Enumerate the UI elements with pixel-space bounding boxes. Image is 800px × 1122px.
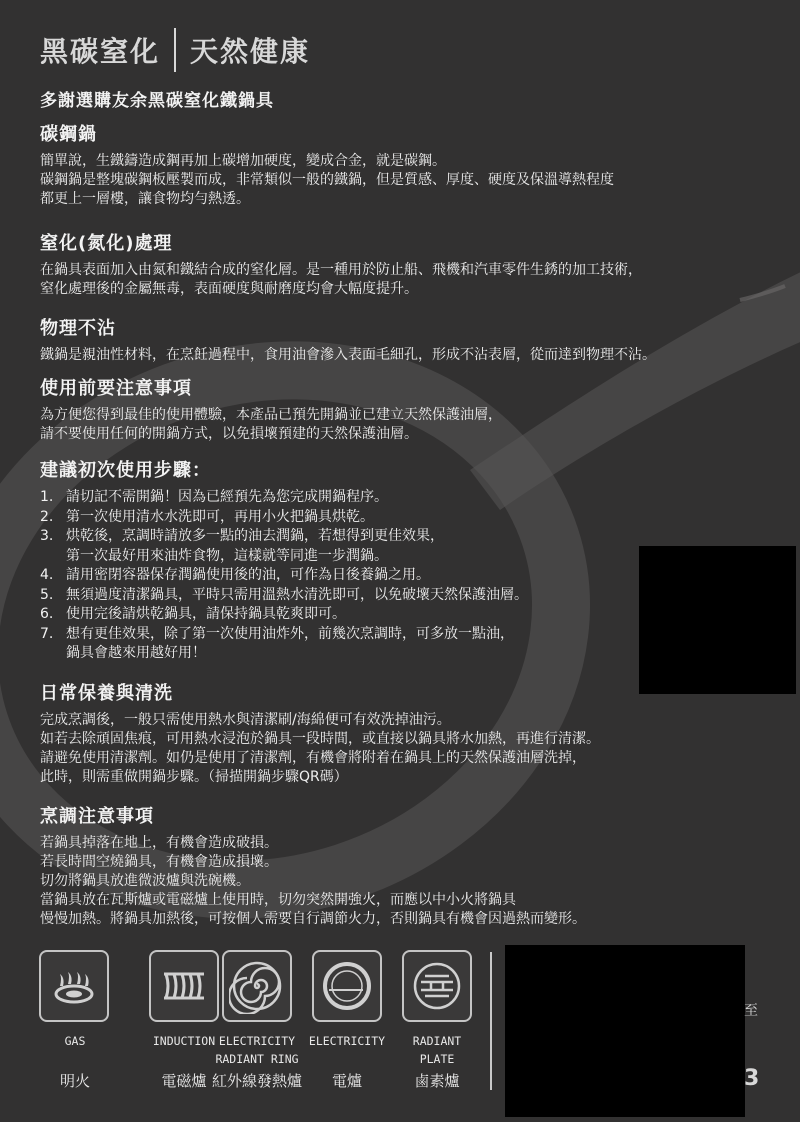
section-nitriding bbox=[40, 229, 642, 299]
radiant-ring-label-zh: 紅外線發熱爐 bbox=[211, 1072, 302, 1090]
section-title: 建議初次使用步驟： bbox=[40, 460, 211, 481]
section-title: 日常保養與清洗 bbox=[40, 683, 173, 704]
radiant-ring-label-en: ELECTRICITY RADIANT RING bbox=[215, 1034, 299, 1066]
body-line: 完成烹調後，一般只需使用熱水與清潔刷/海綿便可有效洗掉油污。 bbox=[40, 712, 451, 728]
body-line: 碳鋼鍋是整塊碳鋼板壓製而成，非常類似一般的鐵鍋，但是質感、厚度、硬度及保溫導熱程度 bbox=[40, 172, 614, 188]
section-title: 烹調注意事項 bbox=[40, 806, 154, 827]
list-item: 5. 無須過度清潔鍋具，平時只需用溫熱水清洗即可，以免破壞天然保護油層。 bbox=[40, 586, 528, 603]
section-daily-care bbox=[40, 679, 600, 787]
header-divider bbox=[174, 28, 176, 72]
steps-list bbox=[40, 488, 528, 664]
gas-label-zh: 明火 bbox=[59, 1072, 90, 1090]
body-line: 簡單說，生鐵鑄造成鋼再加上碳增加硬度，變成合金，就是碳鋼。 bbox=[40, 153, 446, 169]
body-line: 為方便您得到最佳的使用體驗，本產品已預先開鍋並已建立天然保護油層， bbox=[40, 407, 502, 423]
body-line: 都更上一層樓，讓食物均勻熱透。 bbox=[40, 191, 250, 207]
body-line: 如若去除頑固焦痕，可用熱水浸泡於鍋具一段時間，或直接以鍋具將水加熱，再進行清潔。 bbox=[40, 731, 600, 747]
body-line: 當鍋具放在瓦斯爐或電磁爐上使用時，切勿突然開強火，而應以中小火將鍋具 bbox=[40, 892, 516, 908]
section-title: 使用前要注意事項 bbox=[40, 378, 192, 399]
body-line: 若長時間空燒鍋具，有機會造成損壞。 bbox=[40, 854, 278, 870]
edge-fragment-digit: 3 bbox=[744, 1066, 760, 1091]
body-line: 慢慢加熱。將鍋具加熱後，可按個人需要自行調節火力，否則鍋具有機會因過熱而變形。 bbox=[40, 911, 586, 927]
list-item: 4. 請用密閉容器保存潤鍋使用後的油，可作為日後養鍋之用。 bbox=[40, 567, 430, 583]
redacted-block-qr bbox=[639, 546, 796, 694]
section-before-use bbox=[40, 374, 502, 444]
electric-plate-icon bbox=[312, 950, 382, 1022]
body-line: 請避免使用清潔劑。如仍是使用了清潔劑，有機會將附着在鍋具上的天然保護油層洗掉， bbox=[40, 750, 586, 766]
body-line: 切勿將鍋具放進微波爐與洗碗機。 bbox=[40, 873, 250, 889]
list-item: 7. 想有更佳效果，除了第一次使用油炸外，前幾次烹調時，可多放一點油， bbox=[40, 625, 514, 642]
section-title: 碳鋼鍋 bbox=[40, 124, 97, 145]
list-item-continuation: 鍋具會越來用越好用！ bbox=[66, 645, 206, 661]
section-carbon-steel bbox=[40, 120, 614, 209]
electric-label-zh: 電爐 bbox=[331, 1072, 362, 1090]
body-line: 鐵鍋是親油性材料，在烹飪過程中，食用油會滲入表面毛細孔，形成不沾表層，從而達到物理不沾。 bbox=[40, 347, 656, 363]
body-line: 若鍋具掉落在地上，有機會造成破損。 bbox=[40, 835, 278, 851]
intro-text: 多謝選購友余黑碳窒化鐵鍋具 bbox=[40, 91, 274, 111]
list-item-continuation: 第一次最好用來油炸食物，這樣就等同進一步潤鍋。 bbox=[66, 547, 388, 564]
redacted-block-bottom bbox=[505, 945, 745, 1117]
section-title: 窒化(氮化)處理 bbox=[40, 233, 173, 254]
radiant-plate-icon bbox=[402, 950, 472, 1022]
section-first-use-steps bbox=[40, 456, 528, 664]
gas-burner-icon bbox=[39, 950, 109, 1022]
gas-label-en: GAS bbox=[64, 1034, 86, 1048]
radiant-plate-label-en: RADIANT PLATE bbox=[412, 1034, 462, 1066]
icons-divider bbox=[490, 952, 492, 1090]
list-item: 1. 請切記不需開鍋！因為已經預先為您完成開鍋程序。 bbox=[40, 489, 388, 505]
electric-label-en: ELECTRICITY bbox=[308, 1034, 386, 1048]
body-line: 此時，則需重做開鍋步驟。（掃描開鍋步驟QR碼） bbox=[40, 769, 348, 785]
list-item: 6. 使用完後請烘乾鍋具，請保持鍋具乾爽即可。 bbox=[40, 606, 346, 622]
body-line: 窒化處理後的金屬無毒，表面硬度與耐磨度均會大幅度提升。 bbox=[40, 281, 418, 297]
induction-coil-icon bbox=[149, 950, 219, 1022]
header-title-left: 黑碳窒化 bbox=[40, 35, 161, 68]
section-cooking-notes bbox=[40, 802, 586, 929]
body-line: 請不要使用任何的開鍋方式，以免損壞預建的天然保護油層。 bbox=[40, 426, 418, 442]
radiant-plate-label-zh: 鹵素爐 bbox=[414, 1072, 460, 1090]
edge-fragment-char: 至 bbox=[744, 1003, 758, 1019]
section-title: 物理不沾 bbox=[40, 318, 116, 339]
header-title-right: 天然健康 bbox=[190, 35, 311, 68]
list-item: 2. 第一次使用清水水洗即可，再用小火把鍋具烘乾。 bbox=[40, 508, 374, 525]
page-header bbox=[40, 28, 310, 72]
induction-label-zh: 電磁爐 bbox=[161, 1072, 207, 1090]
body-line: 在鍋具表面加入由氮和鐵結合成的窒化層。是一種用於防止船、飛機和汽車零件生銹的加工技術， bbox=[40, 262, 642, 278]
induction-label-en: INDUCTION bbox=[152, 1034, 216, 1048]
radiant-ring-icon bbox=[222, 950, 292, 1022]
section-physical-nonstick bbox=[40, 314, 656, 365]
list-item: 3. 烘乾後，烹調時請放多一點的油去潤鍋，若想得到更佳效果， bbox=[40, 528, 444, 544]
